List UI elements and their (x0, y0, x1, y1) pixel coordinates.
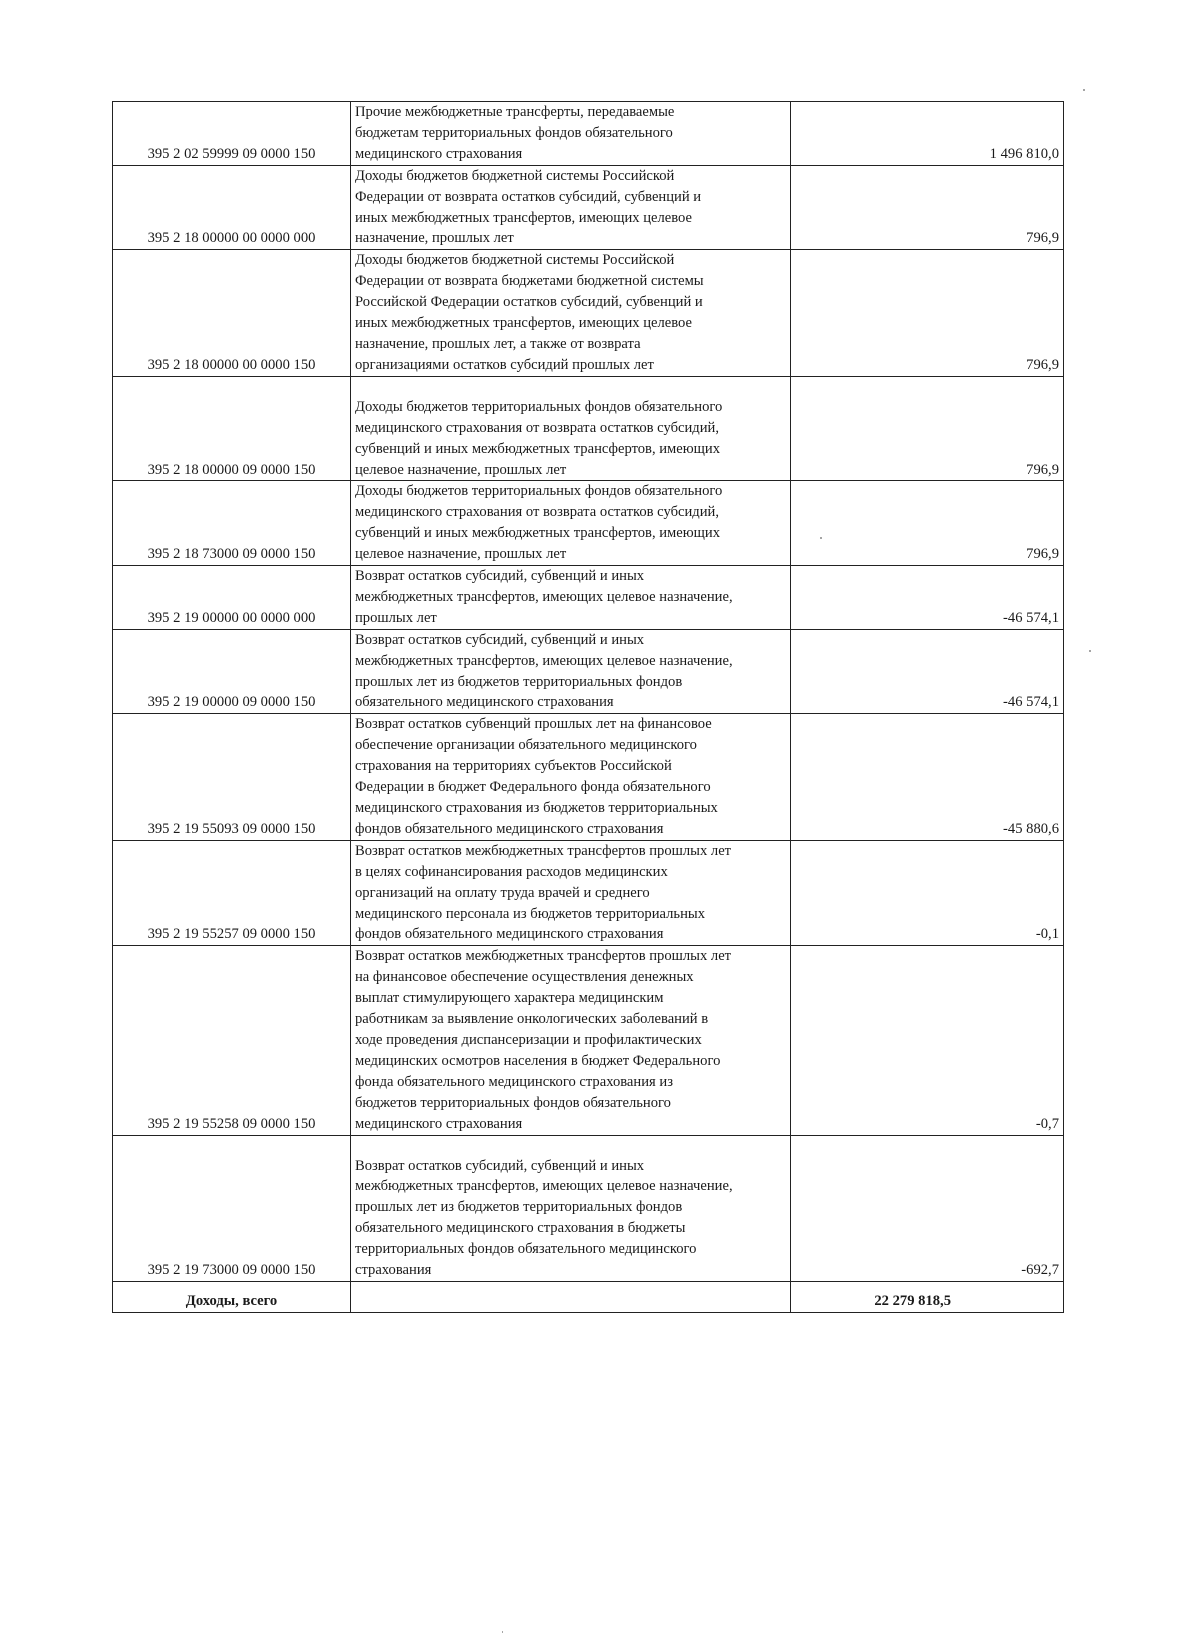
amount: -692,7 (791, 1135, 1064, 1281)
description-line: работникам за выявление онкологических заболеваний в (355, 1011, 709, 1028)
budget-code: 395 2 18 00000 09 0000 150 (113, 376, 351, 481)
total-amount: 22 279 818,5 (791, 1281, 1064, 1312)
description-line: иных межбюджетных трансфертов, имеющих целевое (355, 315, 693, 332)
description-line: целевое назначение, прошлых лет (355, 546, 567, 563)
description-line: страхования на территориях субъектов Российской (355, 758, 672, 775)
table-row (113, 1135, 1064, 1281)
description-line: целевое назначение, прошлых лет (355, 461, 567, 478)
amount: 796,9 (791, 250, 1064, 376)
table-row (113, 250, 1064, 376)
description-line: Возврат остатков межбюджетных трансфертов прошлых лет (355, 842, 732, 859)
description-line: Возврат остатков межбюджетных трансфертов прошлых лет (355, 948, 732, 965)
description-line: страхования (355, 1262, 432, 1279)
scan-speck (1083, 89, 1085, 91)
table-row (113, 566, 1064, 630)
table-row (113, 714, 1064, 840)
budget-code: 395 2 18 73000 09 0000 150 (113, 481, 351, 566)
budget-code: 395 2 18 00000 00 0000 000 (113, 165, 351, 250)
description-line: организациями остатков субсидий прошлых лет (355, 356, 654, 373)
description-line: Прочие межбюджетные трансферты, передаваемые (355, 104, 675, 120)
budget-code: 395 2 19 00000 09 0000 150 (113, 629, 351, 714)
description-line: назначение, прошлых лет (355, 230, 514, 247)
description-line: медицинского персонала из бюджетов территориальных (355, 905, 705, 922)
table-row (113, 481, 1064, 566)
spacer (355, 1136, 786, 1156)
description-line: в целях софинансирования расходов медицинских (355, 863, 668, 880)
revenue-description (351, 566, 791, 630)
table-row (113, 376, 1064, 481)
table-row (113, 629, 1064, 714)
description-line: обязательного медицинского страхования в бюджеты (355, 1220, 686, 1237)
revenue-description (351, 840, 791, 946)
amount: -0,7 (791, 946, 1064, 1135)
description-line: медицинского страхования из бюджетов территориальных (355, 800, 718, 816)
description-line: Возврат остатков субсидий, субвенций и иных (355, 1157, 645, 1174)
description-line: Возврат остатков субсидий, субвенций и иных (355, 568, 645, 585)
description-line: выплат стимулирующего характера медицинским (355, 990, 664, 1007)
description-line: медицинского страхования (355, 145, 523, 162)
description-line: медицинского страхования (355, 1115, 523, 1132)
description-line: фондов обязательного медицинского страхования (355, 820, 664, 837)
total-description (351, 1281, 791, 1312)
scan-speck (820, 537, 822, 539)
description-line: Российской Федерации остатков субсидий, субвенций и (355, 294, 703, 311)
revenue-description (351, 481, 791, 566)
description-line: Возврат остатков субвенций прошлых лет на финансовое (355, 716, 712, 733)
description-line: межбюджетных трансфертов, имеющих целевое назначение, (355, 588, 733, 605)
amount: -45 880,6 (791, 714, 1064, 840)
budget-code: 395 2 19 00000 00 0000 000 (113, 566, 351, 630)
description-line: бюджетам территориальных фондов обязательного (355, 124, 673, 141)
amount: -46 574,1 (791, 566, 1064, 630)
revenue-description (351, 946, 791, 1135)
description-line: Доходы бюджетов территориальных фондов обязательного (355, 398, 723, 415)
total-row (113, 1281, 1064, 1312)
budget-code: 395 2 18 00000 00 0000 150 (113, 250, 351, 376)
scan-speck (502, 1631, 503, 1633)
revenue-description (351, 165, 791, 250)
table-row (113, 165, 1064, 250)
table-row (113, 102, 1064, 166)
description-line: Федерации от возврата остатков субсидий, субвенций и (355, 188, 702, 205)
amount: -46 574,1 (791, 629, 1064, 714)
total-label: Доходы, всего (113, 1281, 351, 1312)
amount: -0,1 (791, 840, 1064, 946)
amount: 796,9 (791, 376, 1064, 481)
description-line: Возврат остатков субсидий, субвенций и иных (355, 631, 645, 648)
amount: 796,9 (791, 165, 1064, 250)
description-line: прошлых лет из бюджетов территориальных фондов (355, 673, 683, 690)
scan-speck (1089, 650, 1091, 652)
description-line: обязательного медицинского страхования (355, 694, 614, 711)
revenue-description (351, 1135, 791, 1281)
description-line: Доходы бюджетов бюджетной системы Российской (355, 167, 675, 184)
description-line: прошлых лет (355, 609, 437, 626)
description-line: территориальных фондов обязательного медицинского (355, 1241, 697, 1258)
description-line: организаций на оплату труда врачей и среднего (355, 884, 650, 901)
revenue-description (351, 714, 791, 840)
description-line: назначение, прошлых лет, а также от возврата (355, 335, 641, 352)
description-line: ходе проведения диспансеризации и профилактических (355, 1031, 702, 1048)
description-line: субвенций и иных межбюджетных трансфертов, имеющих (355, 525, 721, 542)
description-line: межбюджетных трансфертов, имеющих целевое назначение, (355, 1178, 733, 1195)
description-line: субвенций и иных межбюджетных трансфертов, имеющих (355, 440, 721, 457)
revenue-table-body (113, 102, 1064, 1282)
budget-code: 395 2 19 55258 09 0000 150 (113, 946, 351, 1135)
description-line: на финансовое обеспечение осуществления денежных (355, 969, 694, 986)
budget-code: 395 2 19 73000 09 0000 150 (113, 1135, 351, 1281)
budget-code: 395 2 19 55093 09 0000 150 (113, 714, 351, 840)
description-line: Доходы бюджетов территориальных фондов обязательного (355, 483, 723, 500)
description-line: Федерации в бюджет Федерального фонда обязательного (355, 779, 711, 796)
description-line: медицинских осмотров населения в бюджет Федерального (355, 1052, 721, 1069)
description-line: медицинского страхования от возврата остатков субсидий, (355, 504, 719, 521)
revenue-description (351, 102, 791, 166)
budget-code: 395 2 02 59999 09 0000 150 (113, 102, 351, 166)
spacer (355, 377, 786, 397)
description-line: фондов обязательного медицинского страхования (355, 926, 664, 943)
description-line: Федерации от возврата бюджетами бюджетной системы (355, 273, 704, 290)
revenue-description (351, 629, 791, 714)
description-line: прошлых лет из бюджетов территориальных фондов (355, 1199, 683, 1216)
description-line: медицинского страхования от возврата остатков субсидий, (355, 419, 719, 436)
description-line: Доходы бюджетов бюджетной системы Российской (355, 252, 675, 269)
description-line: фонда обязательного медицинского страхования из (355, 1073, 673, 1090)
amount: 1 496 810,0 (791, 102, 1064, 166)
description-line: иных межбюджетных трансфертов, имеющих целевое (355, 209, 693, 226)
revenue-description (351, 376, 791, 481)
revenue-table (112, 101, 1064, 1313)
amount: 796,9 (791, 481, 1064, 566)
description-line: бюджетов территориальных фондов обязательного (355, 1094, 671, 1111)
description-line: обеспечение организации обязательного медицинского (355, 737, 697, 754)
table-row (113, 946, 1064, 1135)
budget-code: 395 2 19 55257 09 0000 150 (113, 840, 351, 946)
table-row (113, 840, 1064, 946)
description-line: межбюджетных трансфертов, имеющих целевое назначение, (355, 652, 733, 669)
revenue-description (351, 250, 791, 376)
